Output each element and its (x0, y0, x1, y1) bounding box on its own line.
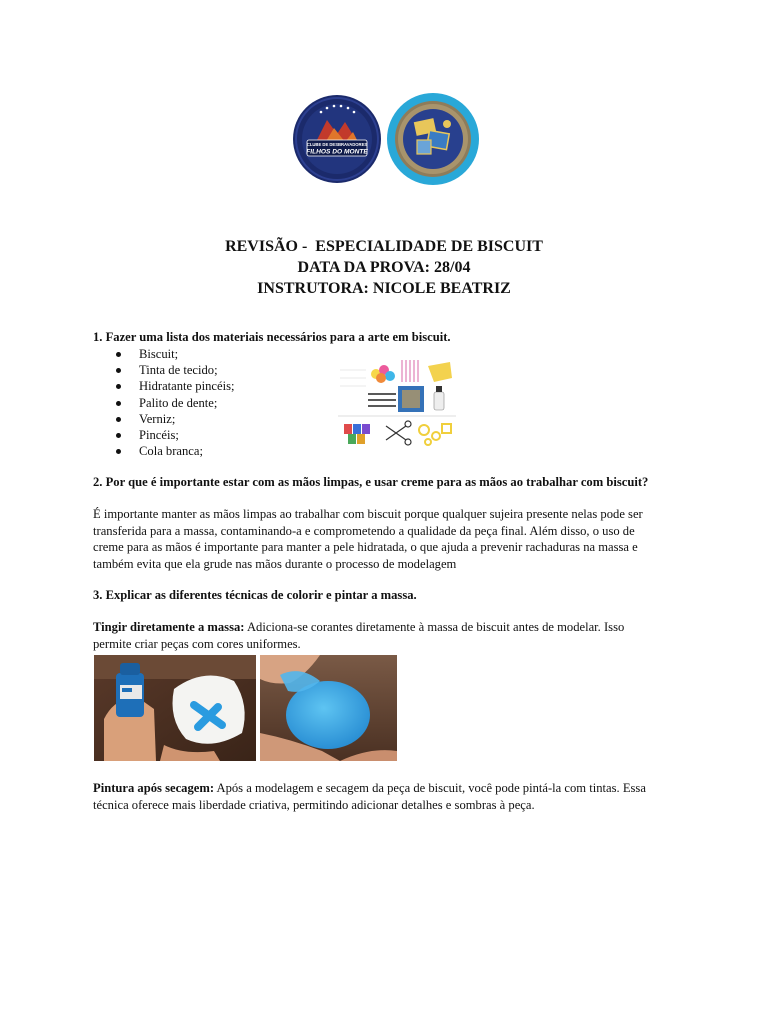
technique-2 (93, 780, 673, 813)
title-line-2: DATA DA PROVA: 28/04 (297, 259, 471, 276)
answer-2-line: também evita que ela grude nas mãos durante o processo de modelagem (93, 556, 457, 571)
answer-2-line: É importante manter as mãos limpas ao trabalhar com biscuit porque qualquer sujeira presente nelas pode ser (93, 507, 643, 521)
technique-1-text-2: permite criar peças com cores uniformes. (93, 636, 301, 651)
title-line-1: REVISÃO - ESPECIALIDADE DE BISCUIT (225, 238, 543, 255)
question-3: 3. Explicar as diferentes técnicas de colorir e pintar a massa. (93, 588, 417, 602)
document-title (0, 236, 768, 299)
list-item: Pincéis; (113, 427, 234, 443)
list-item: Biscuit; (113, 346, 234, 362)
technique-2-text-2: técnica oferece mais liberdade criativa, permitindo adicionar detalhes e sombras à peça. (93, 797, 535, 812)
list-item: Tinta de tecido; (113, 362, 234, 378)
technique-1-label: Tingir diretamente a massa: (93, 620, 245, 634)
answer-2-line: transferida para a massa, contaminando-a e comprometendo a qualidade da peça final. Além disso, o uso de (93, 523, 635, 538)
materials-list (113, 346, 234, 459)
question-2: 2. Por que é importante estar com as mãos limpas, e usar creme para as mãos ao trabalhar com biscuit? (93, 475, 649, 489)
biscuit-specialty-badge-logo (387, 93, 479, 185)
technique-2-label: Pintura após secagem: (93, 781, 215, 795)
question-1: 1. Fazer uma lista dos materiais necessários para a arte em biscuit. (93, 330, 451, 344)
technique-2-text: Após a modelagem e secagem da peça de biscuit, você pode pintá-la com tintas. Essa (214, 781, 646, 795)
photo-paint-bottle (94, 655, 256, 761)
answer-2 (93, 506, 673, 572)
list-item: Verniz; (113, 411, 234, 427)
photo-blue-clay (260, 655, 397, 761)
technique-1 (93, 619, 673, 652)
list-item: Palito de dente; (113, 395, 234, 411)
club-emblem-logo (293, 95, 381, 183)
materials-image (338, 356, 456, 450)
answer-2-line: creme para as mãos é importante para manter a pele hidratada, o que ajuda a prevenir rachaduras na massa e (93, 540, 638, 555)
logos-svg (287, 88, 483, 192)
title-line-3: INSTRUTORA: NICOLE BEATRIZ (257, 280, 511, 297)
header-logos (287, 88, 483, 192)
emblem-text-main: FILHOS DO MONTE (306, 148, 368, 156)
list-item: Hidratante pincéis; (113, 378, 234, 394)
technique-1-text: Adiciona-se corantes diretamente à massa de biscuit antes de modelar. Isso (244, 620, 625, 634)
list-item: Cola branca; (113, 443, 234, 459)
emblem-text-top: CLUBE DE DESBRAVADORES (306, 142, 368, 147)
